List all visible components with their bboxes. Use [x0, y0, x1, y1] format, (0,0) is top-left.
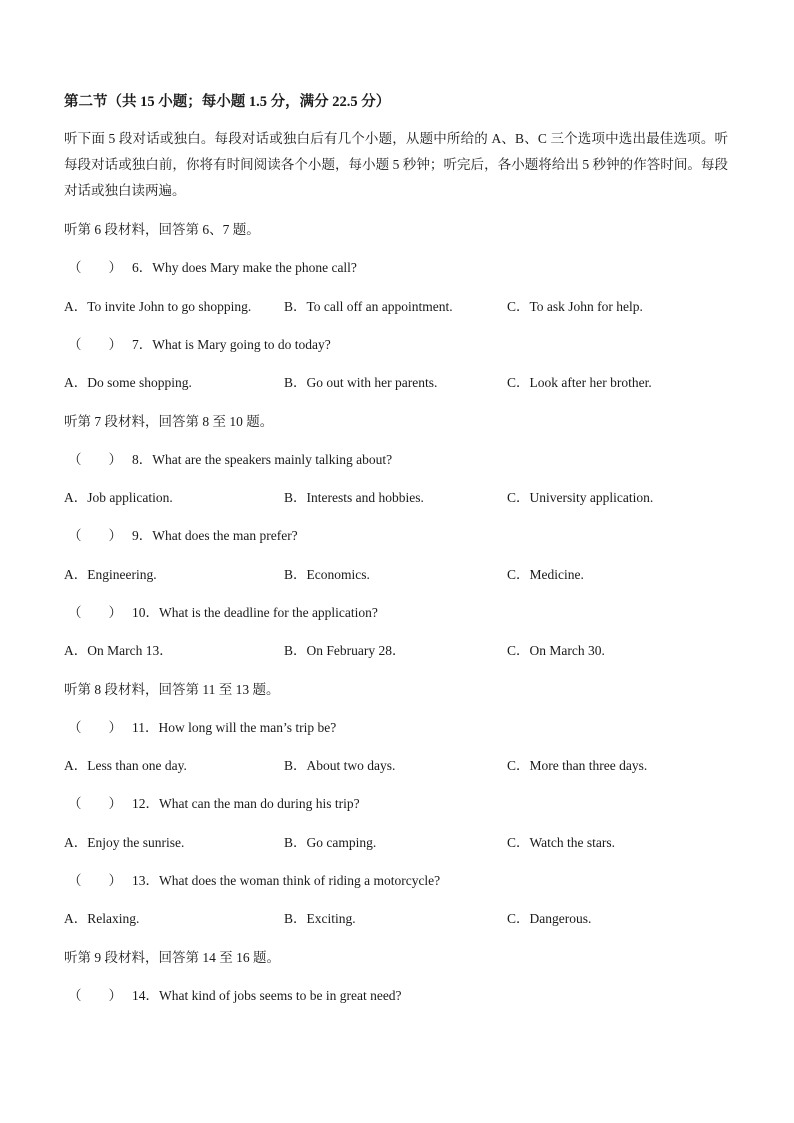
question-text: 7．What is Mary going to do today? [132, 337, 331, 352]
group-heading: 听第 7 段材料，回答第 8 至 10 题。 [64, 414, 274, 429]
question-10 [68, 601, 378, 621]
option-c[interactable]: C．Look after her brother. [507, 375, 652, 390]
question-6 [68, 256, 357, 276]
option-b[interactable]: B．Exciting. [284, 911, 356, 926]
answer-blank[interactable]: （ ） [68, 796, 122, 811]
option-a[interactable]: A．To invite John to go shopping. [64, 299, 252, 314]
answer-blank[interactable]: （ ） [68, 337, 122, 352]
section-instructions: 听下面 5 段对话或独白。每段对话或独白后有几个小题，从题中所给的 A、B、C 三个选项中选出最佳选项。听每段对话或独白前，你将有时间阅读各个小题，每小题 5 秒钟；听完后，各小题将给出 5 秒钟的作答时间。每段对话或独白读两遍。 [64, 131, 728, 198]
question-7-options [64, 371, 734, 391]
question-10-options [64, 639, 734, 659]
question-text: 6．Why does Mary make the phone call? [132, 260, 357, 275]
question-11-options [64, 754, 734, 774]
question-7 [68, 333, 331, 353]
option-a[interactable]: A．Do some shopping. [64, 375, 192, 390]
option-a[interactable]: A．Engineering. [64, 567, 157, 582]
group-heading: 听第 9 段材料，回答第 14 至 16 题。 [64, 950, 280, 965]
answer-blank[interactable]: （ ） [68, 260, 122, 275]
option-b[interactable]: B．About two days. [284, 758, 396, 773]
question-text: 9．What does the man prefer? [132, 528, 298, 543]
option-c[interactable]: C．Medicine. [507, 567, 584, 582]
option-c[interactable]: C．More than three days. [507, 758, 648, 773]
answer-blank[interactable]: （ ） [68, 720, 122, 735]
answer-blank[interactable]: （ ） [68, 988, 122, 1003]
question-9 [68, 524, 298, 544]
option-b[interactable]: B．Go camping. [284, 835, 377, 850]
section-title: 第二节（共 15 小题；每小题 1.5 分，满分 22.5 分） [64, 94, 391, 110]
option-a[interactable]: A．On March 13． [64, 643, 173, 658]
question-text: 12．What can the man do during his trip? [132, 796, 360, 811]
option-c[interactable]: C．Dangerous. [507, 911, 592, 926]
question-12 [68, 792, 360, 812]
answer-blank[interactable]: （ ） [68, 873, 122, 888]
option-a[interactable]: A．Job application. [64, 490, 173, 505]
question-6-options [64, 295, 734, 315]
option-b[interactable]: B．Interests and hobbies. [284, 490, 424, 505]
question-8 [68, 448, 392, 468]
question-8-options [64, 486, 734, 506]
question-13 [68, 869, 440, 889]
option-c[interactable]: C．On March 30. [507, 643, 605, 658]
option-a[interactable]: A．Relaxing. [64, 911, 140, 926]
question-14 [68, 984, 402, 1004]
question-text: 11．How long will the man’s trip be? [132, 720, 337, 735]
answer-blank[interactable]: （ ） [68, 452, 122, 467]
option-b[interactable]: B．On February 28． [284, 643, 406, 658]
option-b[interactable]: B．Go out with her parents. [284, 375, 438, 390]
question-text: 14．What kind of jobs seems to be in great need? [132, 988, 402, 1003]
answer-blank[interactable]: （ ） [68, 605, 122, 620]
group-heading: 听第 6 段材料，回答第 6、7 题。 [64, 222, 260, 237]
answer-blank[interactable]: （ ） [68, 528, 122, 543]
group-heading: 听第 8 段材料，回答第 11 至 13 题。 [64, 682, 280, 697]
option-b[interactable]: B．To call off an appointment. [284, 299, 453, 314]
question-11 [68, 716, 336, 736]
question-13-options [64, 907, 734, 927]
option-c[interactable]: C．University application. [507, 490, 654, 505]
question-12-options [64, 831, 734, 851]
option-c[interactable]: C．To ask John for help. [507, 299, 643, 314]
question-text: 8．What are the speakers mainly talking about? [132, 452, 393, 467]
option-a[interactable]: A．Less than one day. [64, 758, 187, 773]
option-c[interactable]: C．Watch the stars. [507, 835, 616, 850]
option-a[interactable]: A．Enjoy the sunrise. [64, 835, 185, 850]
question-text: 10．What is the deadline for the application? [132, 605, 378, 620]
option-b[interactable]: B．Economics. [284, 567, 370, 582]
question-text: 13．What does the woman think of riding a motorcycle? [132, 873, 441, 888]
question-9-options [64, 563, 734, 583]
